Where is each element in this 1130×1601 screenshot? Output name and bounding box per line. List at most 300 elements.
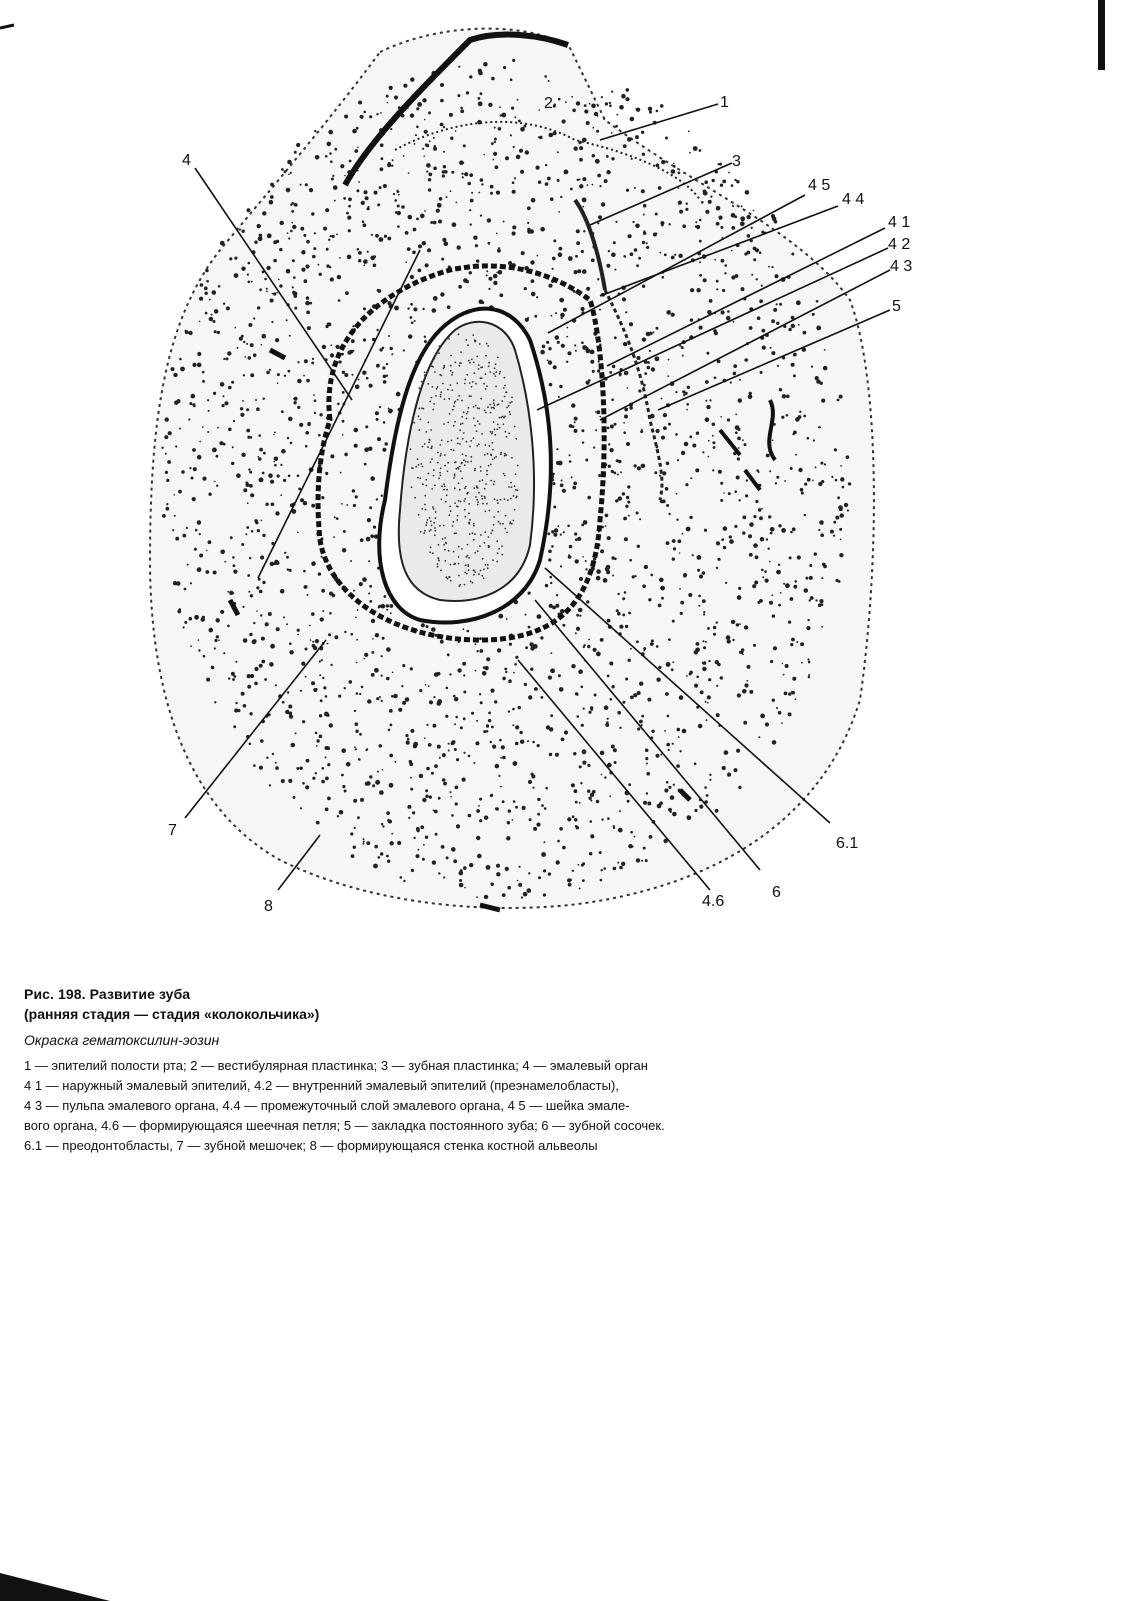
stipple-dot bbox=[761, 569, 764, 572]
stipple-dot bbox=[726, 635, 731, 640]
stipple-dot bbox=[344, 175, 346, 177]
stipple-dot bbox=[703, 613, 705, 615]
stipple-dot bbox=[325, 155, 328, 158]
papilla-dot bbox=[457, 438, 459, 440]
stipple-dot bbox=[511, 231, 515, 235]
papilla-dot bbox=[511, 486, 513, 488]
stipple-dot bbox=[192, 448, 196, 452]
stipple-dot bbox=[302, 782, 305, 785]
stipple-dot bbox=[248, 323, 252, 327]
stipple-dot bbox=[352, 129, 357, 134]
papilla-dot bbox=[480, 466, 482, 468]
stipple-dot bbox=[737, 457, 740, 460]
stipple-dot bbox=[771, 266, 773, 268]
stipple-dot bbox=[303, 250, 305, 252]
stipple-dot bbox=[597, 278, 599, 280]
stipple-dot bbox=[403, 349, 405, 351]
stipple-dot bbox=[327, 323, 331, 327]
stipple-dot bbox=[702, 451, 704, 453]
papilla-dot bbox=[494, 429, 496, 431]
stipple-dot bbox=[381, 495, 383, 497]
stipple-dot bbox=[809, 599, 811, 601]
stipple-dot bbox=[601, 774, 603, 776]
stipple-dot bbox=[269, 200, 274, 205]
stipple-dot bbox=[360, 538, 364, 542]
papilla-dot bbox=[464, 487, 466, 489]
papilla-dot bbox=[473, 406, 475, 408]
stipple-dot bbox=[377, 203, 380, 206]
stipple-dot bbox=[550, 668, 555, 673]
stipple-dot bbox=[800, 488, 804, 492]
stipple-dot bbox=[448, 750, 450, 752]
stipple-dot bbox=[575, 801, 578, 804]
stipple-dot bbox=[626, 88, 630, 92]
papilla-dot bbox=[427, 473, 429, 475]
stipple-dot bbox=[288, 475, 291, 478]
papilla-dot bbox=[428, 442, 430, 444]
stipple-dot bbox=[571, 783, 575, 787]
stipple-dot bbox=[458, 66, 460, 68]
stipple-dot bbox=[716, 280, 719, 283]
papilla-dot bbox=[460, 470, 462, 472]
stipple-dot bbox=[241, 267, 245, 271]
stipple-dot bbox=[545, 787, 548, 790]
stipple-dot bbox=[714, 331, 718, 335]
papilla-dot bbox=[439, 345, 441, 347]
stipple-dot bbox=[697, 555, 702, 560]
papilla-dot bbox=[466, 413, 468, 415]
stipple-dot bbox=[456, 758, 459, 761]
stipple-dot bbox=[727, 773, 731, 777]
stipple-dot bbox=[577, 715, 580, 718]
stipple-dot bbox=[386, 609, 388, 611]
papilla-dot bbox=[475, 383, 477, 385]
stipple-dot bbox=[559, 385, 562, 388]
stipple-dot bbox=[387, 237, 391, 241]
stipple-dot bbox=[686, 527, 691, 532]
stipple-dot bbox=[358, 379, 360, 381]
stipple-dot bbox=[428, 111, 431, 114]
papilla-dot bbox=[468, 569, 470, 571]
stipple-dot bbox=[568, 883, 572, 887]
stipple-dot bbox=[748, 534, 752, 538]
stipple-dot bbox=[743, 721, 747, 725]
papilla-dot bbox=[440, 569, 442, 571]
stipple-dot bbox=[341, 748, 346, 753]
stipple-dot bbox=[269, 369, 271, 371]
stipple-dot bbox=[287, 568, 289, 570]
stipple-dot bbox=[651, 367, 655, 371]
stipple-dot bbox=[207, 431, 209, 433]
stipple-dot bbox=[555, 312, 557, 314]
stipple-dot bbox=[759, 251, 762, 254]
stipple-dot bbox=[781, 416, 784, 419]
stipple-dot bbox=[502, 677, 506, 681]
stipple-dot bbox=[498, 614, 503, 619]
stipple-dot bbox=[189, 467, 191, 469]
stipple-dot bbox=[678, 201, 682, 205]
stipple-dot bbox=[583, 708, 585, 710]
stipple-dot bbox=[501, 745, 505, 749]
stipple-dot bbox=[568, 555, 572, 559]
stipple-dot bbox=[824, 463, 826, 465]
papilla-dot bbox=[434, 485, 436, 487]
stipple-dot bbox=[668, 786, 671, 789]
papilla-dot bbox=[468, 407, 470, 409]
stipple-dot bbox=[722, 289, 725, 292]
stipple-dot bbox=[709, 774, 711, 776]
stipple-dot bbox=[259, 478, 264, 483]
stipple-dot bbox=[776, 707, 778, 709]
stipple-dot bbox=[729, 539, 734, 544]
stipple-dot bbox=[439, 757, 441, 759]
stipple-dot bbox=[643, 230, 645, 232]
stipple-dot bbox=[603, 118, 605, 120]
papilla-dot bbox=[450, 384, 452, 386]
stipple-dot bbox=[672, 743, 674, 745]
stipple-dot bbox=[720, 499, 723, 502]
papilla-dot bbox=[424, 375, 426, 377]
stipple-dot bbox=[585, 560, 587, 562]
papilla-dot bbox=[453, 405, 455, 407]
stipple-dot bbox=[390, 841, 394, 845]
stipple-dot bbox=[607, 718, 609, 720]
stipple-dot bbox=[384, 235, 387, 238]
papilla-dot bbox=[442, 538, 444, 540]
stipple-dot bbox=[678, 172, 681, 175]
stipple-dot bbox=[509, 643, 512, 646]
papilla-dot bbox=[490, 532, 492, 534]
stipple-dot bbox=[233, 420, 235, 422]
stipple-dot bbox=[507, 886, 511, 890]
stipple-dot bbox=[720, 416, 722, 418]
papilla-dot bbox=[426, 522, 428, 524]
stipple-dot bbox=[407, 738, 410, 741]
stipple-dot bbox=[815, 376, 819, 380]
label-4-2: 4 2 bbox=[888, 236, 911, 253]
stipple-dot bbox=[206, 678, 210, 682]
stipple-dot bbox=[596, 130, 599, 133]
stipple-dot bbox=[256, 407, 260, 411]
stipple-dot bbox=[410, 777, 412, 779]
papilla-dot bbox=[509, 523, 511, 525]
stipple-dot bbox=[612, 575, 614, 577]
stipple-dot bbox=[273, 292, 276, 295]
stipple-dot bbox=[446, 687, 449, 690]
papilla-dot bbox=[473, 539, 475, 541]
stipple-dot bbox=[759, 299, 763, 303]
stipple-dot bbox=[649, 835, 653, 839]
papilla-dot bbox=[437, 462, 439, 464]
stipple-dot bbox=[835, 516, 839, 520]
stipple-dot bbox=[496, 872, 500, 876]
papilla-dot bbox=[503, 387, 505, 389]
stipple-dot bbox=[315, 155, 320, 160]
stipple-dot bbox=[446, 856, 449, 859]
stipple-dot bbox=[716, 222, 720, 226]
stipple-dot bbox=[313, 688, 317, 692]
stipple-dot bbox=[586, 600, 589, 603]
stipple-dot bbox=[352, 489, 355, 492]
stipple-dot bbox=[628, 659, 631, 662]
stipple-dot bbox=[839, 553, 843, 557]
stipple-dot bbox=[513, 800, 516, 803]
stipple-dot bbox=[701, 201, 704, 204]
stipple-dot bbox=[266, 288, 268, 290]
stipple-dot bbox=[686, 409, 688, 411]
stipple-dot bbox=[588, 797, 591, 800]
papilla-dot bbox=[457, 515, 459, 517]
stipple-dot bbox=[582, 761, 586, 765]
stipple-dot bbox=[651, 639, 654, 642]
stipple-dot bbox=[694, 809, 697, 812]
stipple-dot bbox=[288, 417, 293, 422]
stipple-dot bbox=[528, 780, 532, 784]
papilla-dot bbox=[447, 578, 449, 580]
stipple-dot bbox=[677, 728, 681, 732]
stipple-dot bbox=[296, 143, 300, 147]
stipple-dot bbox=[569, 454, 571, 456]
stipple-dot bbox=[558, 674, 561, 677]
stipple-dot bbox=[494, 127, 496, 129]
stipple-dot bbox=[342, 434, 344, 436]
stipple-dot bbox=[770, 660, 773, 663]
papilla-dot bbox=[493, 373, 495, 375]
stipple-dot bbox=[642, 153, 645, 156]
stipple-dot bbox=[386, 677, 390, 681]
stipple-dot bbox=[486, 865, 491, 870]
stipple-dot bbox=[382, 769, 384, 771]
stipple-dot bbox=[538, 181, 541, 184]
stipple-dot bbox=[292, 259, 295, 262]
stipple-dot bbox=[250, 436, 253, 439]
stipple-dot bbox=[514, 116, 516, 118]
stipple-dot bbox=[333, 536, 335, 538]
stipple-dot bbox=[368, 206, 370, 208]
stipple-dot bbox=[351, 339, 355, 343]
stipple-dot bbox=[665, 137, 668, 140]
stipple-dot bbox=[412, 251, 416, 255]
papilla-dot bbox=[464, 383, 466, 385]
stipple-dot bbox=[214, 330, 217, 333]
stipple-dot bbox=[706, 405, 710, 409]
papilla-dot bbox=[423, 532, 425, 534]
papilla-dot bbox=[499, 427, 501, 429]
papilla-dot bbox=[468, 523, 470, 525]
stipple-dot bbox=[389, 604, 393, 608]
stipple-dot bbox=[350, 832, 353, 835]
stipple-dot bbox=[581, 686, 584, 689]
stipple-dot bbox=[344, 373, 348, 377]
stipple-dot bbox=[803, 331, 807, 335]
stipple-dot bbox=[356, 639, 358, 641]
stipple-dot bbox=[289, 715, 293, 719]
stipple-dot bbox=[250, 594, 253, 597]
stipple-dot bbox=[599, 185, 601, 187]
stipple-dot bbox=[397, 205, 400, 208]
stipple-dot bbox=[202, 477, 206, 481]
stipple-dot bbox=[560, 313, 565, 318]
papilla-dot bbox=[429, 401, 431, 403]
stipple-dot bbox=[450, 796, 452, 798]
stipple-dot bbox=[348, 229, 351, 232]
stipple-dot bbox=[574, 270, 578, 274]
stipple-dot bbox=[377, 289, 380, 292]
stipple-dot bbox=[527, 317, 529, 319]
papilla-dot bbox=[474, 425, 476, 427]
stipple-dot bbox=[218, 285, 221, 288]
stipple-dot bbox=[601, 202, 605, 206]
stipple-dot bbox=[466, 280, 469, 283]
stipple-dot bbox=[567, 817, 571, 821]
stipple-dot bbox=[780, 592, 782, 594]
stipple-dot bbox=[500, 114, 502, 116]
stipple-dot bbox=[347, 255, 352, 260]
stipple-dot bbox=[337, 275, 341, 279]
stipple-dot bbox=[391, 833, 393, 835]
stipple-dot bbox=[228, 428, 232, 432]
stipple-dot bbox=[427, 248, 431, 252]
papilla-dot bbox=[467, 461, 469, 463]
stipple-dot bbox=[498, 247, 500, 249]
stipple-dot bbox=[197, 352, 201, 356]
papilla-dot bbox=[504, 498, 506, 500]
stipple-dot bbox=[264, 278, 267, 281]
stipple-dot bbox=[492, 745, 496, 749]
papilla-dot bbox=[459, 429, 461, 431]
stipple-dot bbox=[248, 356, 252, 360]
stipple-dot bbox=[209, 317, 214, 322]
stipple-dot bbox=[486, 270, 488, 272]
stipple-dot bbox=[235, 702, 237, 704]
stipple-dot bbox=[628, 844, 632, 848]
stipple-dot bbox=[496, 272, 498, 274]
papilla-dot bbox=[455, 468, 457, 470]
stipple-dot bbox=[762, 576, 764, 578]
stipple-dot bbox=[305, 183, 308, 186]
stipple-dot bbox=[785, 583, 790, 588]
stipple-dot bbox=[252, 640, 257, 645]
stipple-dot bbox=[823, 565, 827, 569]
stipple-dot bbox=[295, 732, 297, 734]
stipple-dot bbox=[575, 825, 578, 828]
stipple-dot bbox=[623, 342, 627, 346]
stipple-dot bbox=[560, 534, 562, 536]
papilla-dot bbox=[444, 549, 446, 551]
stipple-dot bbox=[771, 214, 775, 218]
stipple-dot bbox=[575, 350, 577, 352]
stipple-dot bbox=[623, 431, 626, 434]
stipple-dot bbox=[578, 608, 583, 613]
stipple-dot bbox=[768, 515, 771, 518]
papilla-dot bbox=[482, 558, 484, 560]
papilla-dot bbox=[468, 503, 470, 505]
stipple-dot bbox=[599, 851, 602, 854]
stipple-dot bbox=[484, 154, 486, 156]
stipple-dot bbox=[355, 748, 357, 750]
papilla-dot bbox=[438, 352, 440, 354]
papilla-dot bbox=[457, 399, 459, 401]
stipple-dot bbox=[311, 504, 315, 508]
stipple-dot bbox=[301, 268, 305, 272]
stipple-dot bbox=[441, 845, 445, 849]
stipple-dot bbox=[748, 395, 753, 400]
stipple-dot bbox=[742, 654, 744, 656]
stipple-dot bbox=[262, 581, 265, 584]
stipple-dot bbox=[484, 816, 488, 820]
stipple-dot bbox=[607, 675, 610, 678]
stipple-dot bbox=[336, 517, 339, 520]
stipple-dot bbox=[574, 532, 577, 535]
papilla-dot bbox=[417, 458, 419, 460]
label-4-1: 4 1 bbox=[888, 214, 911, 231]
stipple-dot bbox=[369, 506, 372, 509]
stipple-dot bbox=[355, 617, 357, 619]
stipple-dot bbox=[731, 184, 734, 187]
stipple-dot bbox=[531, 773, 534, 776]
stipple-dot bbox=[553, 482, 556, 485]
stipple-dot bbox=[327, 797, 331, 801]
stipple-dot bbox=[778, 711, 782, 715]
stipple-dot bbox=[549, 753, 552, 756]
stipple-dot bbox=[368, 560, 370, 562]
stipple-dot bbox=[172, 529, 174, 531]
stipple-dot bbox=[400, 876, 403, 879]
papilla-dot bbox=[489, 445, 491, 447]
stipple-dot bbox=[446, 196, 448, 198]
tissue-section bbox=[150, 29, 874, 910]
stipple-dot bbox=[425, 836, 428, 839]
papilla-dot bbox=[469, 395, 471, 397]
stipple-dot bbox=[402, 664, 405, 667]
stipple-dot bbox=[702, 571, 706, 575]
papilla-dot bbox=[496, 561, 498, 563]
stipple-dot bbox=[413, 307, 417, 311]
stipple-dot bbox=[512, 819, 514, 821]
stipple-dot bbox=[269, 784, 271, 786]
stipple-dot bbox=[311, 362, 314, 365]
stipple-dot bbox=[212, 290, 217, 295]
stipple-dot bbox=[559, 298, 564, 303]
stipple-dot bbox=[498, 127, 502, 131]
stipple-dot bbox=[582, 206, 584, 208]
stipple-dot bbox=[594, 694, 597, 697]
stipple-dot bbox=[600, 751, 605, 756]
stipple-dot bbox=[540, 636, 543, 639]
stipple-dot bbox=[639, 682, 643, 686]
stipple-dot bbox=[659, 801, 663, 805]
stipple-dot bbox=[652, 643, 654, 645]
stipple-dot bbox=[353, 846, 356, 849]
papilla-dot bbox=[492, 449, 494, 451]
stipple-dot bbox=[681, 451, 685, 455]
stipple-dot bbox=[267, 233, 272, 238]
label-2: 2 bbox=[544, 95, 553, 112]
stipple-dot bbox=[426, 767, 430, 771]
stipple-dot bbox=[746, 215, 750, 219]
papilla-dot bbox=[504, 396, 506, 398]
stipple-dot bbox=[773, 308, 777, 312]
papilla-dot bbox=[451, 374, 453, 376]
stipple-dot bbox=[800, 642, 804, 646]
label-4-3: 4 3 bbox=[890, 258, 913, 275]
stipple-dot bbox=[762, 346, 766, 350]
stipple-dot bbox=[732, 639, 734, 641]
stipple-dot bbox=[654, 471, 657, 474]
stipple-dot bbox=[371, 673, 375, 677]
stipple-dot bbox=[424, 336, 426, 338]
stipple-dot bbox=[488, 277, 492, 281]
